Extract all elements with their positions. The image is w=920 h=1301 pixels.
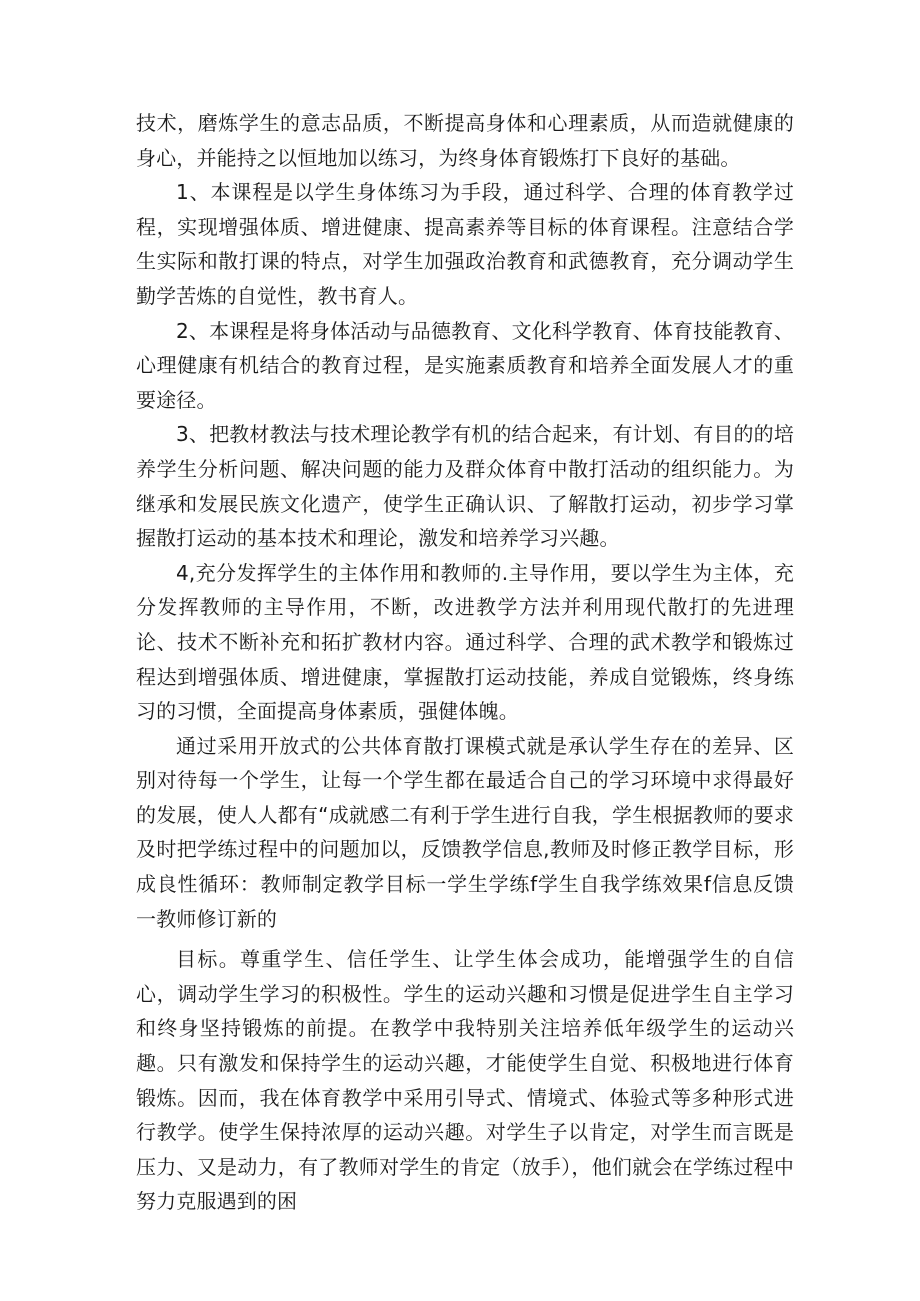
paragraph-continuation: 技术，磨炼学生的意志品质，不断提高身体和心理素质，从而造就健康的身心，并能持之以恒地加以练习，为终身体育锻炼打下良好的基础。 [136, 111, 794, 170]
paragraph-item-2: 2、本课程是将身体活动与品德教育、文化科学教育、体育技能教育、心理健康有机结合的教育过程，是实施素质教育和培养全面发展人才的重要途径。 [136, 318, 794, 412]
paragraph-goals: 目标。尊重学生、信任学生、让学生体会成功，能增强学生的自信心，调动学生学习的积极性。学生的运动兴趣和习惯是促进学生自主学习和终身坚持锻炼的前提。在教学中我特别关注培养低年级学生的运动兴趣。只有激发和保持学生的运动兴趣，才能使学生自觉、积极地进行体育锻炼。因而，我在体育教学中采用引导式、情境式、体验式等多种形式进行教学。使学生保持浓厚的运动兴趣。对学生子以肯定，对学生而言既是压力、又是动力，有了教师对学生的肯定（放手），他们就会在学练过程中努力克服遇到的困 [136, 947, 794, 1214]
paragraph-item-3: 3、把教材教法与技术理论教学有机的结合起来，有计划、有目的的培养学生分析问题、解决问题的能力及群众体育中散打活动的组织能力。为继承和发展民族文化遗产，使学生正确认识、了解散打运动，初步学习掌握散打运动的基本技术和理论，激发和培养学习兴趣。 [136, 422, 794, 551]
paragraph-item-1: 1、本课程是以学生身体练习为手段，通过科学、合理的体育教学过程，实现增强体质、增进健康、提高素养等目标的体育课程。注意结合学生实际和散打课的特点，对学生加强政治教育和武德教育，充分调动学生勤学苦炼的自觉性，教书育人。 [136, 180, 794, 308]
paragraph-item-4: 4,充分发挥学生的主体作用和教师的.主导作用，要以学生为主体，充分发挥教师的主导作用，不断，改进教学方法并利用现代散打的先进理论、技术不断补充和拓扩教材内容。通过科学、合理的武术教学和锻炼过程达到增强体质、增进健康，掌握散打运动技能，养成自觉锻炼，终身练习的习惯，全面提高身体素质，强健体魄。 [136, 560, 794, 724]
paragraph-open-model: 通过采用开放式的公共体育散打课模式就是承认学生存在的差异、区别对待每一个学生，让每一个学生都在最适合自己的学习环境中求得最好的发展，使人人都有“成就感二有利于学生进行自我，学生根据教师的要求及时把学练过程中的问题加以，反馈教学信息,教师及时修正教学目标，形成良性循环：教师制定教学目标一学生学练f学生自我学练效果f信息反馈一教师修订新的 [136, 733, 794, 931]
document-page [136, 106, 794, 1219]
